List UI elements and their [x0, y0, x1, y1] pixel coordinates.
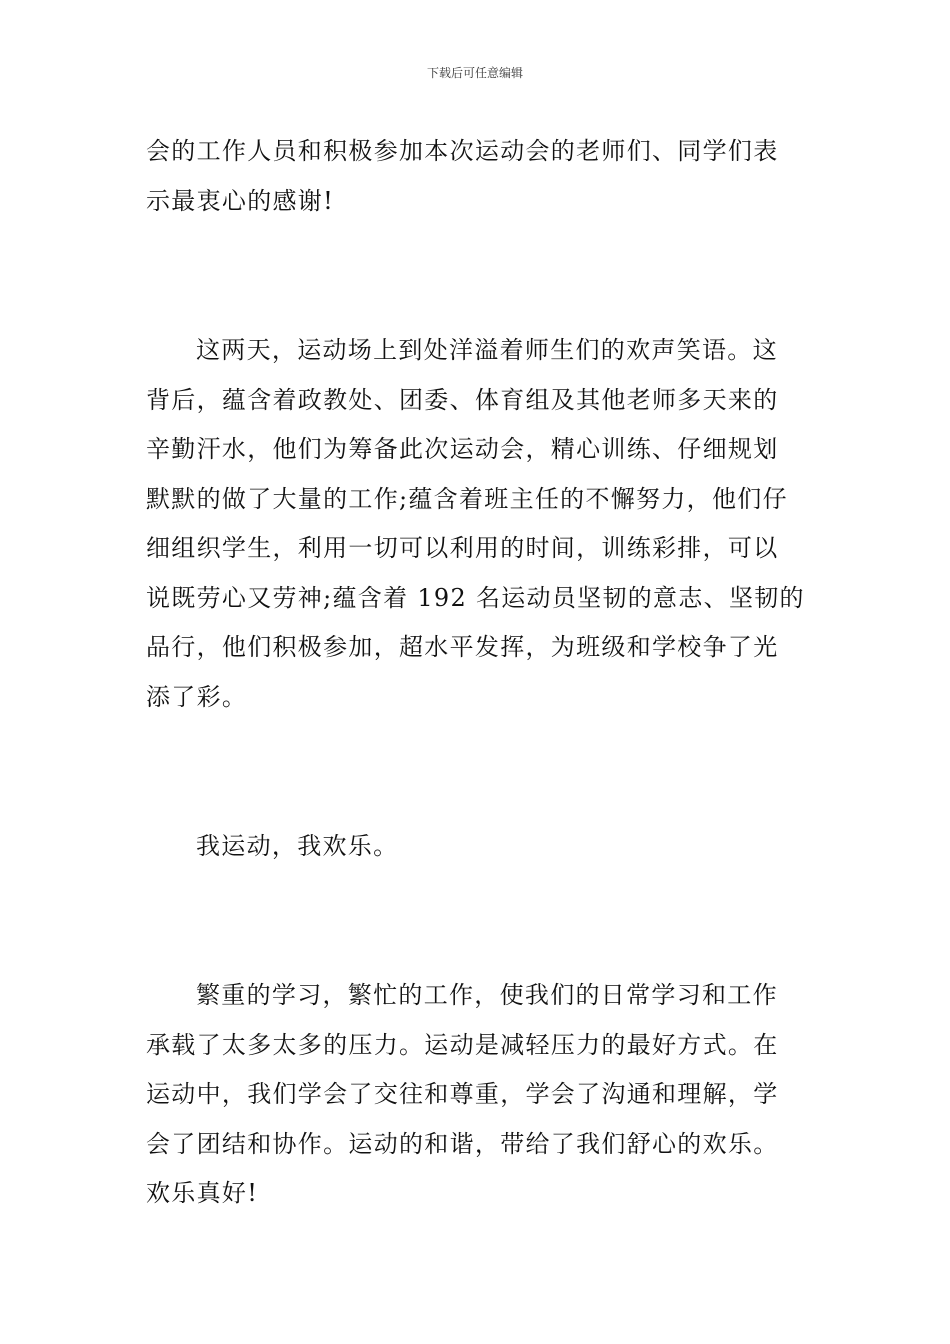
text-line: 添了彩。: [146, 682, 248, 711]
text-line: 繁重的学习，繁忙的工作，使我们的日常学习和工作: [196, 981, 778, 1009]
text-line: 背后，蕴含着政教处、团委、体育组及其他老师多天来的: [146, 385, 779, 414]
text-line: 会的工作人员和积极参加本次运动会的老师们、同学们表: [146, 137, 779, 165]
text-line: 这两天，运动场上到处洋溢着师生们的欢声笑语。这: [196, 336, 778, 364]
text-line: 运动中，我们学会了交往和尊重，学会了沟通和理解，学: [146, 1080, 779, 1108]
page-header: 下载后可任意编辑: [426, 66, 523, 80]
text-line: 默默的做了大量的工作;蕴含着班主任的不懈努力，他们仔: [146, 484, 788, 513]
text-line: 会了团结和协作。运动的和谐，带给了我们舒心的欢乐。: [146, 1129, 779, 1158]
text-line: 欢乐真好!: [146, 1179, 259, 1207]
text-line: 示最衷心的感谢!: [146, 186, 335, 215]
text-line: 说既劳心又劳神;蕴含着 192 名运动员坚韧的意志、坚韧的: [146, 583, 805, 612]
paragraph-pressure: [146, 971, 816, 1219]
paragraph-slogan: [146, 822, 816, 872]
paragraph-thanks: [146, 127, 816, 226]
text-line: 承载了太多太多的压力。运动是减轻压力的最好方式。在: [146, 1030, 779, 1059]
text-line: 辛勤汗水，他们为筹备此次运动会，精心训练、仔细规划: [146, 435, 779, 463]
paragraph-two-days: [146, 326, 816, 722]
text-line: 细组织学生，利用一切可以利用的时间，训练彩排，可以: [146, 534, 779, 562]
text-line: 我运动，我欢乐。: [196, 832, 399, 860]
text-line: 品行，他们积极参加，超水平发挥，为班级和学校争了光: [146, 633, 779, 661]
